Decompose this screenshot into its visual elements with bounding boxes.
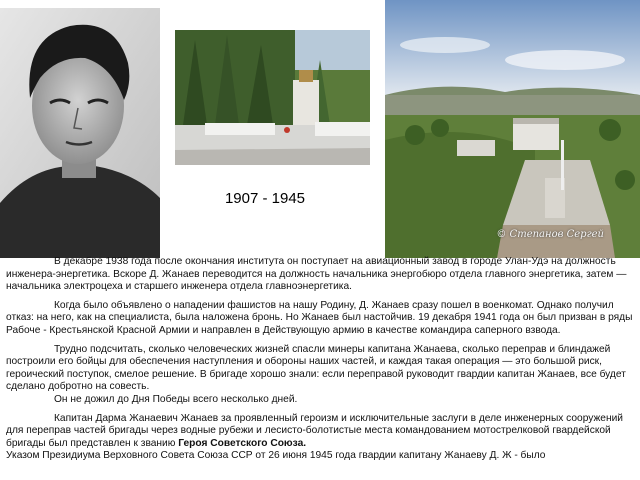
paragraph-1 [6,256,634,294]
photo-credit: © Степанов Сергей [496,229,604,240]
paragraph-2 [6,300,634,338]
paragraph-4-text: Он не дожил до Дня Победы всего несколько дней. [54,393,298,405]
paragraph-3-text: Трудно подсчитать, сколько человеческих жизней спасли минеры капитана Жанаева, сколько переправ и блиндажей построили его бойцы для обеспечения наступления и обороны наших частей, и каждая такая операция — это большой риск, героический поступок, смелое решение. В бригаде хорошо знали: если переправой руководит гвардии капитан Жанаев, все будет сделано добротно на совесть. [6,343,626,393]
aerial-photo [385,0,640,258]
paragraph-2-text: Когда было объявлено о нападении фашистов на нашу Родину, Д. Жанаев сразу пошел в военкомат. Однако получил отказ: на него, как на специалиста, была наложена бронь. Но Жанаев был настойчив. 19 декабря 1941 года он был призван в ряды Рабоче - Крестьянской Красной Армии и направлен в Действующую армию в качестве командира саперного взвода. [6,299,633,336]
paragraph-3 [6,344,634,407]
hero-title-bold: Героя Советского Союза. [178,437,307,449]
paragraph-5-text: Капитан Дарма Жанаевич Жанаев за проявленный героизм и исключительные заслуги в деле инженерных сооружений для переправ частей бригады через водные рубежи и лесисто-болотистые места командованием мотострелковой гвардейской бригады был представлен к званию [6,412,623,449]
life-years-caption: 1907 - 1945 [224,190,306,207]
paragraph-1-text: В декабре 1938 года после окончания института он поступает на авиационный завод в городе Улан-Удэ на должность инженера-энергетика. Вскоре Д. Жанаев переводится на должность начальника энергобюро отдела главного энергетика, затем — начальника электроцеха и старшего инженера отдела главноэнергетика. [6,256,627,293]
paragraph-6-text: Указом Президиума Верховного Совета Союза ССР от 26 июня 1945 года гвардии капитану Жанаеву Д. Ж - было [6,450,546,462]
portrait-photo [0,8,160,258]
memorial-photo [175,30,370,165]
biography-text [6,256,634,463]
paragraph-5 [6,413,634,463]
